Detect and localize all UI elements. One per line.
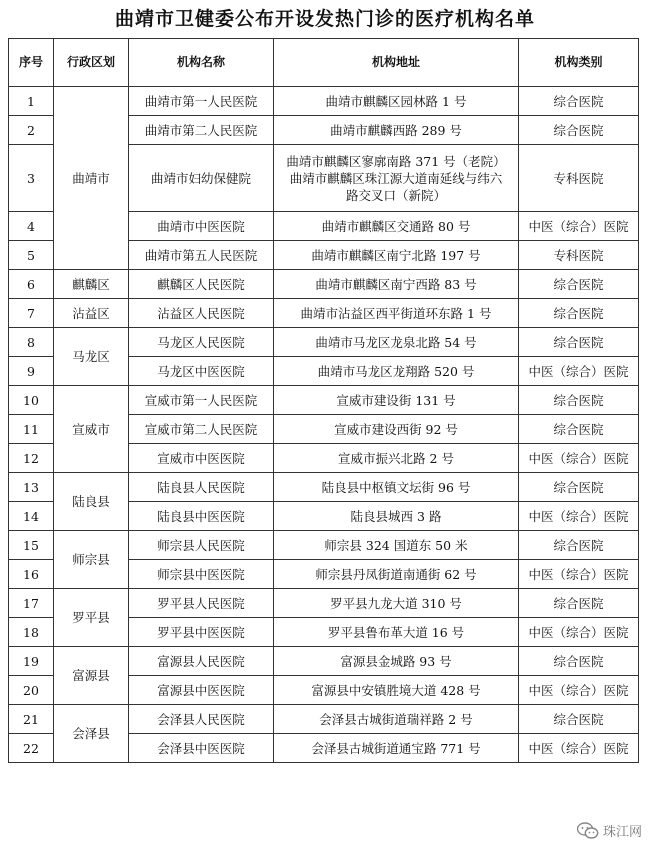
cell-no: 21 [9,705,54,734]
cell-name: 曲靖市第一人民医院 [129,87,274,116]
table-row [9,589,639,618]
cell-region: 会泽县 [54,705,129,763]
table-header-row [9,39,639,87]
cell-region: 宣威市 [54,386,129,473]
cell-name: 曲靖市第二人民医院 [129,116,274,145]
address-line: 曲靖市麒麟区园林路 1 号 [325,93,467,109]
table-row [9,270,639,299]
cell-type: 中医（综合）医院 [519,734,639,763]
cell-address [274,386,519,415]
cell-address [274,145,519,212]
cell-address [274,705,519,734]
cell-region: 富源县 [54,647,129,705]
cell-name: 曲靖市第五人民医院 [129,241,274,270]
cell-address [274,676,519,705]
cell-name: 富源县中医医院 [129,676,274,705]
cell-type: 中医（综合）医院 [519,212,639,241]
page-title: 曲靖市卫健委公布开设发热门诊的医疗机构名单 [114,8,535,30]
address-line: 路交叉口（新院） [345,187,446,203]
cell-type: 中医（综合）医院 [519,676,639,705]
address-line: 曲靖市麒麟区交通路 80 号 [321,218,471,234]
cell-no: 18 [9,618,54,647]
address-line: 宣威市振兴北路 2 号 [338,450,454,466]
address-line: 曲靖市麒麟西路 289 号 [330,122,462,138]
cell-region: 师宗县 [54,531,129,589]
cell-no: 11 [9,415,54,444]
cell-address [274,734,519,763]
cell-address [274,560,519,589]
cell-name: 宣威市第二人民医院 [129,415,274,444]
table-row [9,473,639,502]
header-type: 机构类别 [519,39,639,87]
cell-address [274,328,519,357]
cell-no: 10 [9,386,54,415]
wechat-icon [577,822,599,840]
cell-type: 综合医院 [519,705,639,734]
cell-no: 13 [9,473,54,502]
address-line: 曲靖市麒麟区珠江源大道南延线与纬六 [289,170,503,186]
cell-name: 曲靖市中医医院 [129,212,274,241]
cell-name: 马龙区中医医院 [129,357,274,386]
cell-no: 4 [9,212,54,241]
address-line: 陆良县中枢镇文坛街 96 号 [321,479,471,495]
cell-type: 综合医院 [519,328,639,357]
cell-type: 综合医院 [519,647,639,676]
cell-address [274,618,519,647]
address-line: 师宗县丹凤街道南通街 62 号 [315,566,477,582]
watermark-text: 珠江网 [602,825,642,840]
table-body [9,87,639,763]
cell-no: 2 [9,116,54,145]
cell-type: 专科医院 [519,145,639,212]
address-line: 罗平县鲁布革大道 16 号 [327,624,465,640]
cell-type: 中医（综合）医院 [519,560,639,589]
cell-name: 麒麟区人民医院 [129,270,274,299]
cell-type: 综合医院 [519,116,639,145]
address-line: 会泽县古城街道瑞祥路 2 号 [319,711,473,727]
cell-address [274,531,519,560]
cell-type: 专科医院 [519,241,639,270]
cell-address [274,357,519,386]
address-line: 曲靖市麒麟区南宁西路 83 号 [315,276,477,292]
cell-name: 师宗县中医医院 [129,560,274,589]
cell-address [274,473,519,502]
cell-no: 8 [9,328,54,357]
cell-type: 综合医院 [519,415,639,444]
cell-name: 罗平县人民医院 [129,589,274,618]
cell-no: 1 [9,87,54,116]
address-line: 宣威市建设街 131 号 [336,392,456,408]
cell-no: 17 [9,589,54,618]
cell-no: 6 [9,270,54,299]
cell-no: 19 [9,647,54,676]
cell-no: 20 [9,676,54,705]
cell-name: 师宗县人民医院 [129,531,274,560]
cell-type: 综合医院 [519,270,639,299]
header-name: 机构名称 [129,39,274,87]
cell-type: 综合医院 [519,473,639,502]
table-row [9,647,639,676]
cell-name: 曲靖市妇幼保健院 [129,145,274,212]
cell-name: 沾益区人民医院 [129,299,274,328]
cell-name: 会泽县人民医院 [129,705,274,734]
cell-name: 会泽县中医医院 [129,734,274,763]
cell-address [274,87,519,116]
table-row [9,386,639,415]
cell-no: 22 [9,734,54,763]
cell-region: 沾益区 [54,299,129,328]
address-line: 富源县金城路 93 号 [340,653,452,669]
cell-no: 5 [9,241,54,270]
cell-type: 中医（综合）医院 [519,444,639,473]
cell-no: 12 [9,444,54,473]
address-line: 曲靖市沾益区西平街道环东路 1 号 [300,305,492,321]
cell-region: 罗平县 [54,589,129,647]
cell-type: 综合医院 [519,87,639,116]
cell-address [274,299,519,328]
address-line: 富源县中安镇胜境大道 428 号 [311,682,481,698]
cell-type: 中医（综合）医院 [519,618,639,647]
cell-no: 15 [9,531,54,560]
cell-no: 7 [9,299,54,328]
cell-name: 宣威市中医医院 [129,444,274,473]
watermark [577,821,642,840]
address-line: 罗平县九龙大道 310 号 [330,595,462,611]
table-row [9,328,639,357]
cell-name: 马龙区人民医院 [129,328,274,357]
cell-region: 麒麟区 [54,270,129,299]
cell-type: 综合医院 [519,386,639,415]
address-line: 宣威市建设西街 92 号 [334,421,458,437]
cell-name: 陆良县人民医院 [129,473,274,502]
cell-no: 9 [9,357,54,386]
cell-type: 中医（综合）医院 [519,502,639,531]
cell-region: 陆良县 [54,473,129,531]
cell-no: 3 [9,145,54,212]
cell-address [274,241,519,270]
address-line: 曲靖市麒麟区南宁北路 197 号 [311,247,481,263]
cell-region: 曲靖市 [54,87,129,270]
cell-address [274,212,519,241]
address-line: 曲靖市马龙区龙翔路 520 号 [317,363,475,379]
cell-address [274,444,519,473]
table-row [9,87,639,116]
cell-no: 14 [9,502,54,531]
address-line: 曲靖市马龙区龙泉北路 54 号 [315,334,477,350]
header-no: 序号 [9,39,54,87]
cell-address [274,647,519,676]
header-address: 机构地址 [274,39,519,87]
cell-type: 中医（综合）医院 [519,357,639,386]
cell-type: 综合医院 [519,531,639,560]
cell-name: 宣威市第一人民医院 [129,386,274,415]
cell-address [274,116,519,145]
cell-region: 马龙区 [54,328,129,386]
hospital-table [8,38,639,763]
cell-type: 综合医院 [519,589,639,618]
cell-address [274,502,519,531]
address-line: 陆良县城西 3 路 [350,508,442,524]
cell-no: 16 [9,560,54,589]
address-line: 会泽县古城街道通宝路 771 号 [311,740,481,756]
cell-name: 陆良县中医医院 [129,502,274,531]
cell-name: 富源县人民医院 [129,647,274,676]
table-row [9,531,639,560]
address-line: 师宗县 324 国道东 50 米 [324,537,468,553]
cell-type: 综合医院 [519,299,639,328]
address-line: 曲靖市麒麟区寥廓南路 371 号（老院） [286,153,506,169]
table-row [9,705,639,734]
cell-address [274,415,519,444]
header-region: 行政区划 [54,39,129,87]
cell-address [274,589,519,618]
cell-name: 罗平县中医医院 [129,618,274,647]
cell-address [274,270,519,299]
table-row [9,299,639,328]
